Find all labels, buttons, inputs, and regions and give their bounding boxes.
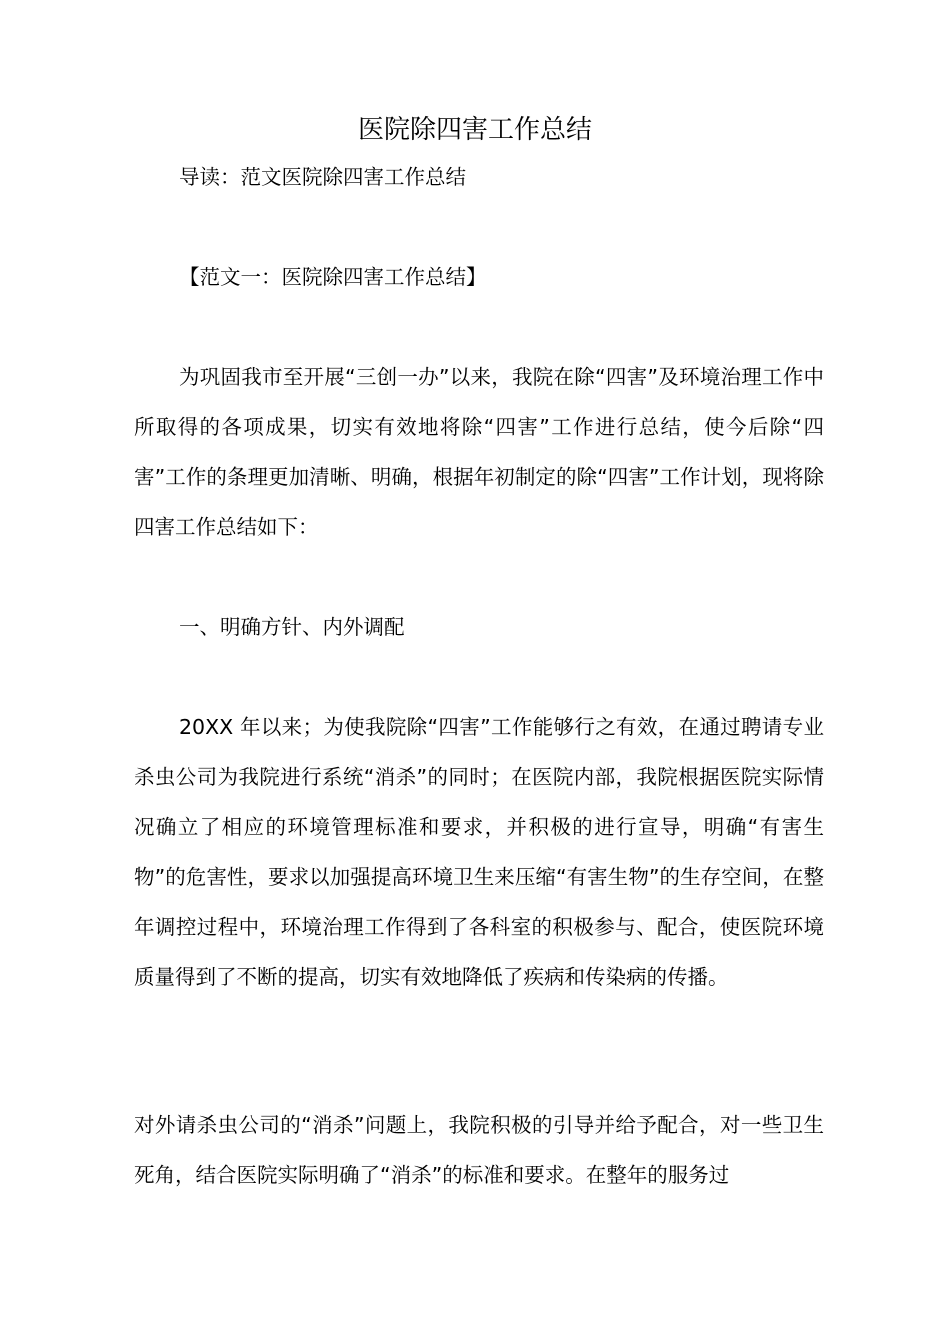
- paragraph-2: 20XX 年以来；为使我院除“四害”工作能够行之有效，在通过聘请专业杀虫公司为我院进行系统“消杀”的同时；在医院内部，我院根据医院实际情况确立了相应的环境管理标准和要求，并积极的进行宣导，明确“有害生物”的危害性，要求以加强提高环境卫生来压缩“有害生物”的生存空间，在整年调控过程中，环境治理工作得到了各科室的积极参与、配合，使医院环境质量得到了不断的提高，切实有效地降低了疾病和传染病的传播。: [134, 715, 824, 989]
- section-heading: 【范文一：医院除四害工作总结】: [179, 265, 487, 289]
- paragraph-3: 对外请杀虫公司的“消杀”问题上，我院积极的引导并给予配合，对一些卫生死角，结合医院实际明确了“消杀”的标准和要求。在整年的服务过: [134, 1113, 824, 1187]
- document-title: 医院除四害工作总结: [357, 115, 592, 145]
- intro-line: 导读：范文医院除四害工作总结: [179, 165, 466, 189]
- subheading-1: 一、明确方针、内外调配: [179, 615, 405, 639]
- paragraph-1: 为巩固我市至开展“三创一办”以来，我院在除“四害”及环境治理工作中所取得的各项成果，切实有效地将除“四害”工作进行总结，使今后除“四害”工作的条理更加清晰、明确，根据年初制定的除“四害”工作计划，现将除四害工作总结如下：: [134, 365, 824, 539]
